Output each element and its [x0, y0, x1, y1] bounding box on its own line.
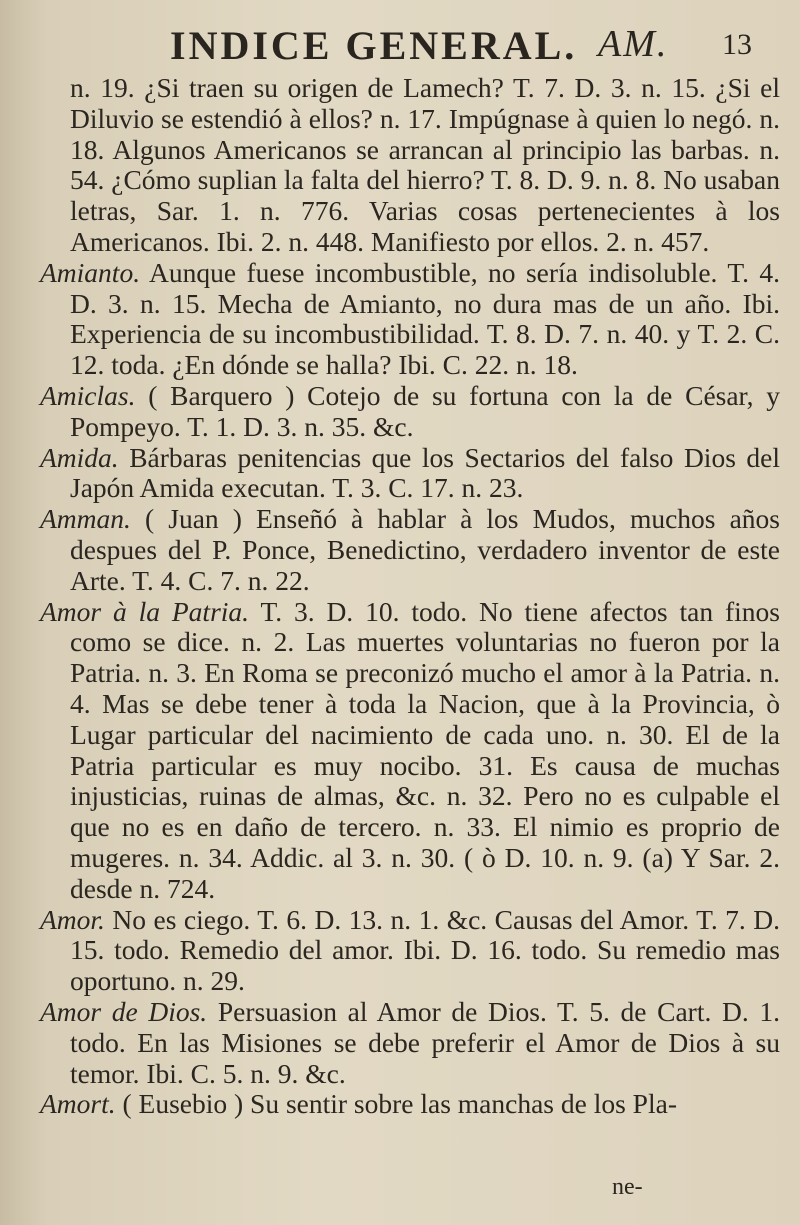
entry-headword: Amor à la Patria.: [40, 595, 250, 627]
index-entry-amor-patria: [40, 597, 780, 905]
entry-text: Aunque fuese incombustible, no sería indisoluble. T. 4. D. 3. n. 15. Mecha de Amianto, no dura mas de un año. Ibi. Experiencia de su incombustibilidad. T. 8. D. 7. n. 40. y T. 2. C. 12. toda. ¿En dónde se halla? Ibi. C. 22. n. 18.: [70, 256, 781, 381]
index-entry-continuation: [40, 73, 780, 258]
entry-headword: Amor.: [40, 903, 105, 935]
header-title: INDICE GENERAL.: [170, 23, 578, 68]
entry-headword: Amiclas.: [40, 379, 136, 411]
index-entry-amman: [40, 504, 780, 596]
entry-headword: Amida.: [40, 441, 119, 473]
catchword: ne-: [612, 1174, 643, 1200]
entry-text: T. 3. D. 10. todo. No tiene afectos tan finos como se dice. n. 2. Las muertes voluntarias no fueron por la Patria. n. 3. En Roma se preconizó mucho el amor à la Patria. n. 4. Mas se debe tener à toda la Nacion, que à la Provincia, ò Lugar particular del nacimiento de cada uno. n. 30. El de la Patria particular es muy nocibo. 31. Es causa de muchas injusticias, ruinas de almas, &c. n. 32. Pero no es culpable el que no es en daño de tercero. n. 33. El nimio es proprio de mugeres. n. 34. Addic. al 3. n. 30. ( ò D. 10. n. 9. (a) Y Sar. 2. desde n. 724.: [70, 595, 780, 904]
index-entry-amianto: [40, 258, 780, 381]
index-body: [40, 73, 780, 1120]
entry-text: n. 19. ¿Si traen su origen de Lamech? T. 7. D. 3. n. 15. ¿Si el Diluvio se estendió à ellos? n. 17. Impúgnase à quien lo negó. n. 18. Algunos Americanos se arrancan al principio las barbas. n. 54. ¿Cómo suplian la falta del hierro? T. 8. D. 9. n. 8. No usaban letras, Sar. 1. n. 776. Varias cosas pertenecientes à los Americanos. Ibi. 2. n. 448. Manifiesto por ellos. 2. n. 457.: [70, 72, 781, 257]
entry-headword: Amman.: [40, 503, 131, 535]
entry-headword: Amort.: [40, 1088, 116, 1120]
entry-text: ( Barquero ) Cotejo de su fortuna con la de César, y Pompeyo. T. 1. D. 3. n. 35. &c.: [70, 379, 780, 442]
entry-text: ( Juan ) Enseñó à hablar à los Mudos, muchos años despues del P. Ponce, Benedictino, verdadero inventor de este Arte. T. 4. C. 7. n. 22.: [70, 503, 780, 596]
entry-headword: Amor de Dios.: [40, 995, 208, 1027]
entry-text: Bárbaras penitencias que los Sectarios del falso Dios del Japón Amida executan. T. 3. C. 17. n. 23.: [70, 441, 781, 504]
index-entry-amida: [40, 443, 780, 505]
running-header: [170, 22, 760, 72]
entry-text: No es ciego. T. 6. D. 13. n. 1. &c. Causas del Amor. T. 7. D. 15. todo. Remedio del amor. Ibi. D. 16. todo. Su remedio mas oportuno. n. 29.: [70, 903, 780, 997]
header-section-code: AM.: [598, 23, 669, 65]
entry-headword: Amianto.: [40, 256, 141, 288]
index-entry-amor-dios: [40, 997, 780, 1089]
page-number: 13: [722, 28, 752, 61]
index-entry-amor: [40, 905, 780, 997]
index-entry-amiclas: [40, 381, 780, 443]
entry-text: Persuasion al Amor de Dios. T. 5. de Cart. D. 1. todo. En las Misiones se debe preferir el Amor de Dios à su temor. Ibi. C. 5. n. 9. &c.: [70, 995, 780, 1089]
index-entry-amort: [40, 1089, 780, 1120]
entry-text: ( Eusebio ) Su sentir sobre las manchas de los Pla-: [122, 1088, 677, 1120]
